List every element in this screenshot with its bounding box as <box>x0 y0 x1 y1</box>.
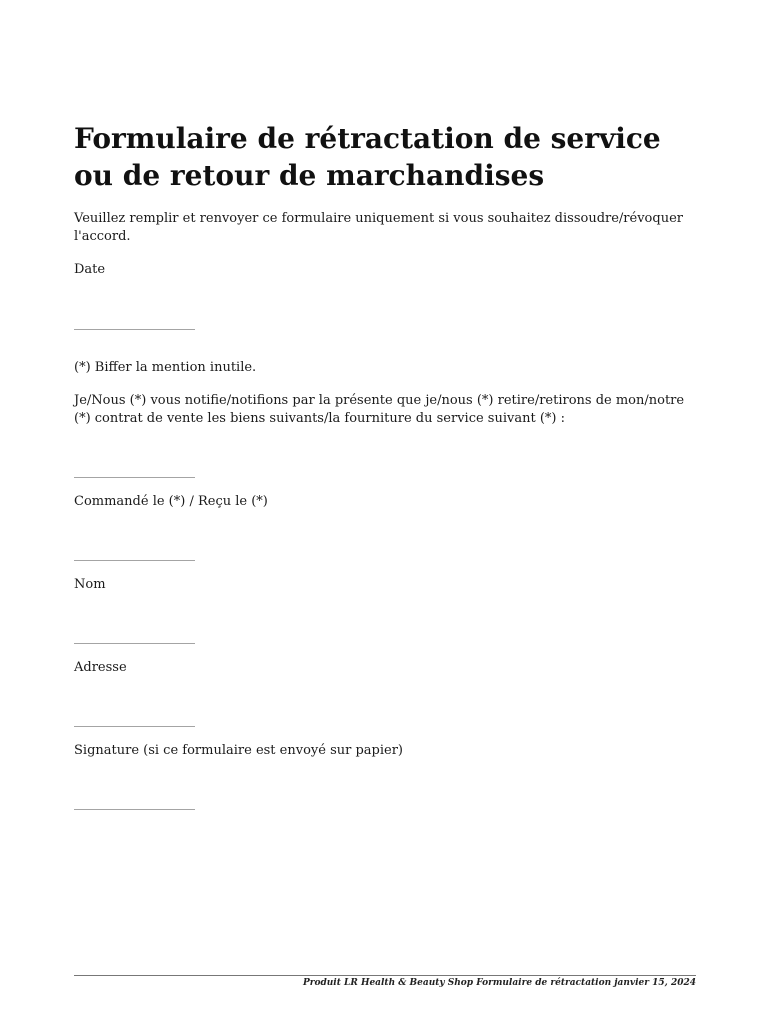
ordered-received-label: Commandé le (*) / Reçu le (*) <box>74 494 268 509</box>
signature-label: Signature (si ce formulaire est envoyé sur papier) <box>74 743 403 758</box>
signature-blank-line: ______________________ <box>74 797 195 810</box>
page-footer: Produit LR Health & Beauty Shop Formulaire de rétractation janvier 15, 2024 <box>302 978 696 988</box>
ordered-blank-line: ______________________ <box>74 548 195 561</box>
date-blank-line: ______________________ <box>74 317 195 330</box>
intro-text: Veuillez remplir et renvoyer ce formulaire uniquement si vous souhaitez dissoudre/révoquer l'accord. <box>74 211 683 244</box>
address-label: Adresse <box>74 660 127 675</box>
name-blank-line: ______________________ <box>74 631 195 644</box>
address-blank-line: ______________________ <box>74 714 195 727</box>
biffer-note: (*) Biffer la mention inutile. <box>74 360 257 375</box>
notification-text: Je/Nous (*) vous notifie/notifions par la présente que je/nous (*) retire/retirons de mon/notre (*) contrat de vente les biens suivants/la fourniture du service suivant (*) : <box>74 393 685 426</box>
footer-divider <box>74 975 696 976</box>
date-label: Date <box>74 262 106 277</box>
items-blank-line: ______________________ <box>74 465 195 478</box>
document-page <box>74 0 696 1024</box>
document-title: Formulaire de rétractation de service ou de retour de marchandises <box>74 122 661 192</box>
name-label: Nom <box>74 577 106 592</box>
